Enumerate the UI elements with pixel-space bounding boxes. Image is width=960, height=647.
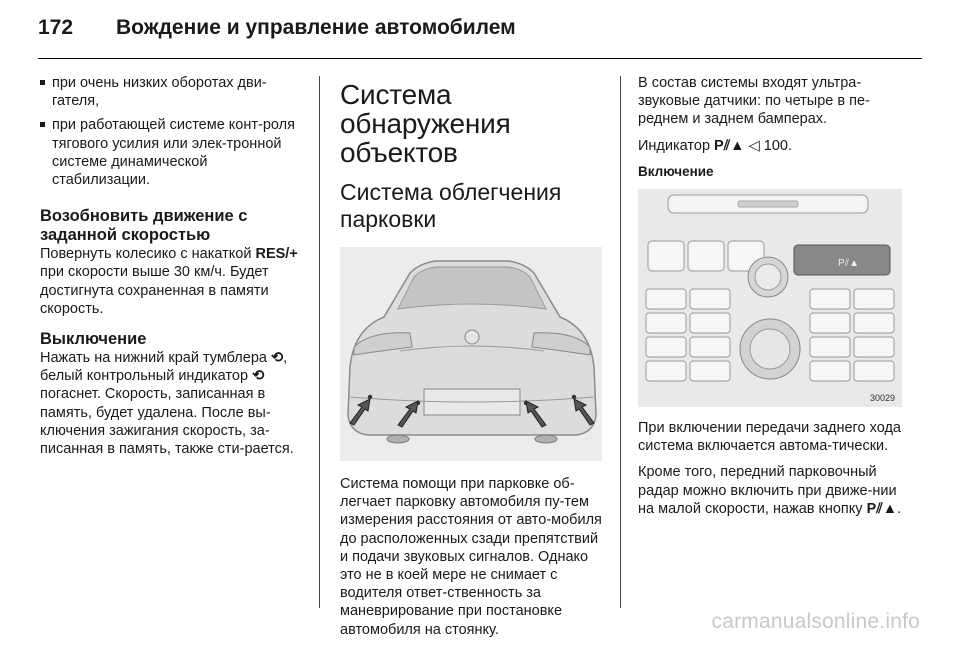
activation-heading: Включение (638, 163, 714, 179)
console-figure (638, 189, 902, 407)
car-rear-illustration (340, 247, 602, 461)
page-title: Вождение и управление автомобилем (116, 16, 516, 39)
indicator-line: Индикатор P⫽▲ ◁ 100. (638, 137, 792, 154)
res-key: RES/+ (255, 246, 298, 263)
reverse-gear-paragraph: При включении передачи заднего хода система включается автома-тически. (638, 420, 901, 455)
center-console-illustration (638, 189, 902, 407)
svg-text:P⫽▲: P⫽▲ (838, 258, 860, 270)
column-divider-1 (319, 76, 320, 608)
subsection-title: Система облегчения парковки (340, 179, 562, 232)
column-divider-2 (620, 76, 621, 608)
sensors-intro: В состав системы входят ультра-звуковые датчики: по четыре в пе-реднем и заднем бамперах. (638, 75, 870, 128)
figure-id: 30029 (870, 393, 896, 404)
watermark: carmanualsonline.info (711, 610, 920, 633)
column-1 (40, 74, 302, 466)
parking-assist-icon: P⫽▲ (714, 137, 745, 154)
front-radar-paragraph: Кроме того, передний парковочный радар можно включить при движе-нии на малой скорости, нажав кнопку P⫽▲. (638, 464, 902, 517)
off-heading: Выключение (40, 330, 147, 349)
header-rule (38, 58, 922, 59)
section-title: Система обнаружения объектов (340, 79, 511, 168)
page-number: 172 (38, 16, 74, 39)
resume-paragraph: Повернуть колесико с накаткой RES/+ при скорости выше 30 км/ч. Будет достигнута сохраненная в памяти скорость. (40, 246, 298, 317)
resume-heading: Возобновить движение с заданной скоростью (40, 207, 248, 245)
parking-assist-icon: P⫽▲ (866, 500, 898, 517)
parking-assist-description: Система помощи при парковке об-легчает парковку автомобиля пу-тем измерения расстояния от авто-мобиля до расположенных сзади препятствий и подачи звуковых сигналов. Однако это не в коей мере не снимает с водителя ответ-ственность за маневрирование при постановке автомобиля на стоянку. (340, 476, 602, 638)
page-header (38, 16, 922, 48)
cruise-control-icon: ⟲ (252, 368, 265, 385)
bullet-item: при очень низких оборотах дви-гателя, (40, 74, 302, 110)
off-paragraph: Нажать на нижний край тумблера ⟲, белый контрольный индикатор ⟲ погаснет. Скорость, записанная в память, будет удалена. После вы-ключения зажигания скорость, за-писанная в память, также сти-рается. (40, 350, 294, 458)
bullet-item: при работающей системе конт-роля тягового усилия или элек-тронной системе динамической стабилизации. (40, 116, 302, 189)
column-3 (638, 74, 904, 526)
column-2 (340, 74, 602, 647)
car-rear-figure (340, 247, 602, 461)
cruise-control-icon: ⟲ (270, 350, 284, 367)
